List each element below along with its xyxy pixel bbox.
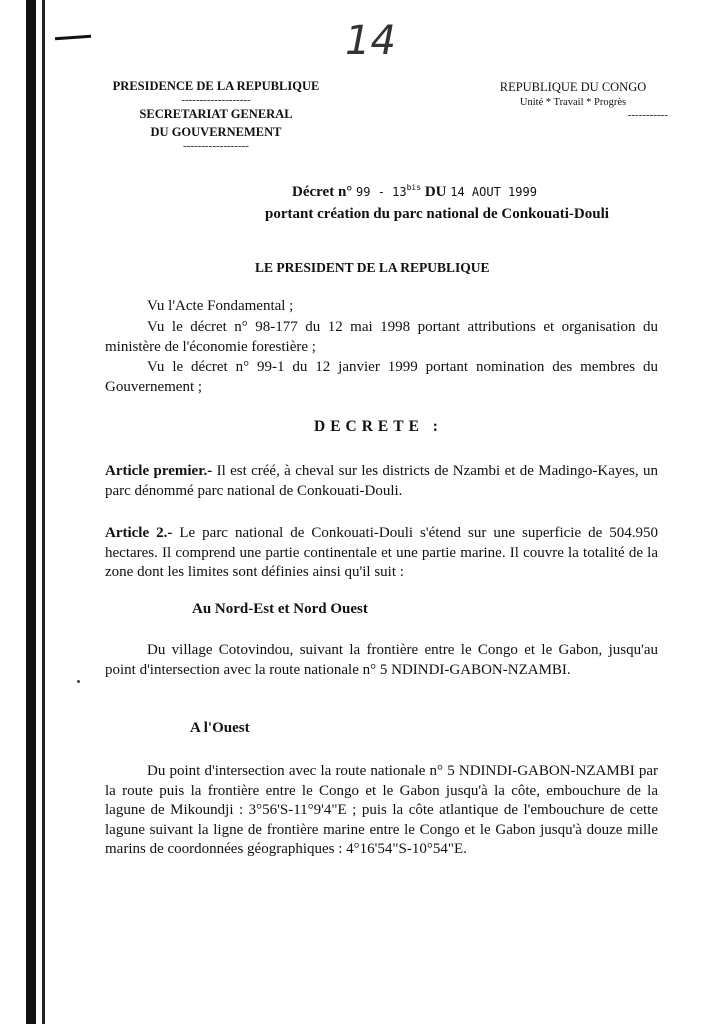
decree-date: 14 AOUT 1999 — [450, 185, 537, 199]
binder-line — [42, 0, 45, 1024]
visa: Vu le décret n° 98-177 du 12 mai 1998 portant attributions et organisation du ministère de l'économie forestière ; — [105, 319, 658, 355]
article-2-text: Le parc national de Conkouati-Douli s'étend sur une superficie de 504.950 hectares. Il comprend une partie continentale et une partie marine. Il couvre la totalité de la zone dont les limites sont définies ainsi qu'il suit : — [105, 525, 658, 580]
issuer-gouvernement: DU GOUVERNEMENT — [150, 125, 282, 139]
country-motto: Unité * Travail * Progrès — [519, 97, 627, 108]
binder-mark — [55, 35, 91, 41]
decrete-heading: DECRETE : — [314, 418, 443, 435]
decree-bis: bis — [406, 183, 422, 192]
issuer-header — [106, 77, 326, 151]
decree-subtitle: portant création du parc national de Conkouati-Douli — [265, 206, 609, 222]
decree-number: 99 - 13 — [356, 185, 407, 199]
scan-speck — [77, 680, 80, 683]
country-name: REPUBLIQUE DU CONGO — [499, 80, 647, 94]
article-2-label: Article 2.- — [105, 525, 173, 541]
issuer-presidence: PRESIDENCE DE LA REPUBLIQUE — [112, 79, 320, 93]
separator: ------------------- — [181, 94, 251, 106]
article-1-text: Il est créé, à cheval sur les districts de Nzambi et de Madingo-Kayes, un parc dénommé parc national de Conkouati-Douli. — [105, 463, 659, 499]
issuer-secretariat: SECRETARIAT GENERAL — [139, 107, 293, 121]
binder-bar — [26, 0, 36, 1024]
country-header — [478, 80, 668, 120]
handwritten-page-number: 14 — [345, 18, 396, 64]
article-1 — [105, 462, 658, 501]
article-1-label: Article premier.- — [105, 463, 213, 479]
decree-title — [292, 183, 537, 201]
visa: Vu l'Acte Fondamental ; — [147, 298, 294, 314]
article-2 — [105, 524, 658, 583]
visa: Vu le décret n° 99-1 du 12 janvier 1999 portant nomination des membres du Gouvernement ; — [105, 359, 658, 395]
section-text-nord: Du village Cotovindou, suivant la frontière entre le Congo et le Gabon, jusqu'au point d'intersection avec la route nationale n° 5 NDINDI-GABON-NZAMBI. — [105, 642, 658, 678]
section-title-nord: Au Nord-Est et Nord Ouest — [192, 601, 368, 617]
section-title-ouest: A l'Ouest — [190, 720, 250, 736]
separator: ------------------ — [183, 140, 249, 152]
section-text-ouest: Du point d'intersection avec la route nationale n° 5 NDINDI-GABON-NZAMBI par la route puis la frontière entre le Congo et le Gabon jusqu'à la côte, embouchure de la lagune de Mikoundji : 3°56'S-11°9'4"E ; puis la côte atlantique de l'embouchure de cette lagune suivant la ligne de frontière marine entre le Congo et le Gabon jusqu'à douze mille marins de coordonnées géographiques : 4°16'54"S-10°54"E. — [105, 763, 658, 857]
decree-du: DU — [424, 184, 447, 200]
president-heading: LE PRESIDENT DE LA REPUBLIQUE — [255, 260, 490, 275]
decree-label: Décret n° — [292, 184, 353, 200]
separator: ----------- — [627, 109, 668, 121]
